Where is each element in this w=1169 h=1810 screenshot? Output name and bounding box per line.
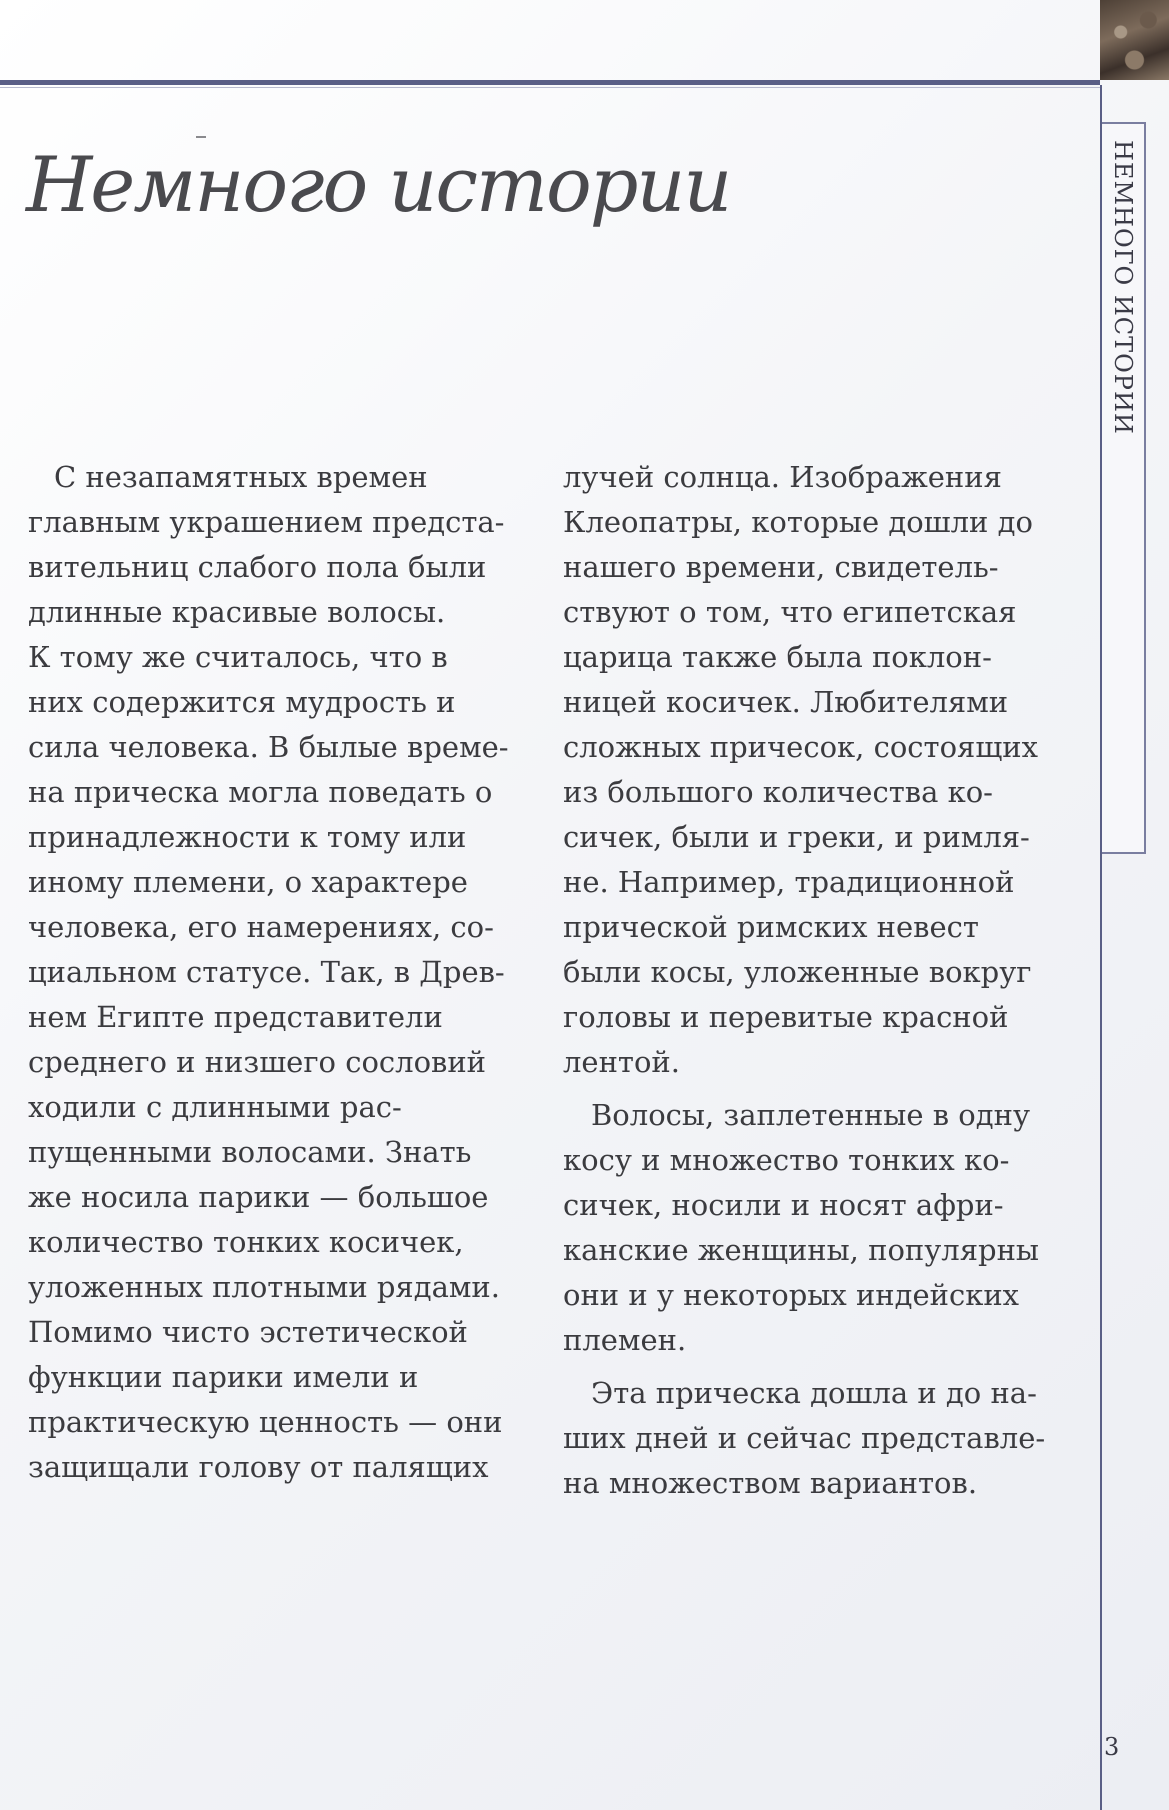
text-line: ходили с длинными рас- (28, 1090, 402, 1124)
text-line: длинные красивые волосы. (28, 595, 446, 629)
text-line: сила человека. В былые време- (28, 730, 509, 764)
text-line: сичек, носили и носят афри- (563, 1188, 1004, 1222)
text-line: ших дней и сейчас представле- (563, 1421, 1046, 1455)
text-line: пущенными волосами. Знать (28, 1135, 472, 1169)
text-line: уложенных плотными рядами. (28, 1270, 500, 1304)
text-line: головы и перевитые красной (563, 1000, 1009, 1034)
text-line: К тому же считалось, что в (28, 640, 448, 674)
title-accent-mark (196, 136, 206, 138)
text-line: количество тонких косичек, (28, 1225, 464, 1259)
text-line: нем Египте представители (28, 1000, 443, 1034)
corner-photo-image (1100, 0, 1169, 80)
text-line: ницей косичек. Любителями (563, 685, 1009, 719)
text-line: среднего и низшего сословий (28, 1045, 487, 1079)
text-line: были косы, уложенные вокруг (563, 955, 1032, 989)
text-line: косу и множество тонких ко- (563, 1143, 1010, 1177)
text-line: циальном статусе. Так, в Древ- (28, 955, 505, 989)
text-line: царица также была поклон- (563, 640, 992, 674)
text-line: нашего времени, свидетель- (563, 550, 999, 584)
top-rule-divider (0, 80, 1100, 85)
text-line: сложных причесок, состоящих (563, 730, 1038, 764)
text-line: Волосы, заплетенные в одну (591, 1098, 1031, 1132)
text-line: С незапамятных времен (54, 460, 428, 494)
text-line: Эта прическа дошла и до на- (591, 1376, 1037, 1410)
text-line: они и у некоторых индейских (563, 1278, 1020, 1312)
text-line: на множеством вариантов. (563, 1466, 978, 1500)
text-column-left (28, 455, 528, 1490)
text-line: функции парики имели и (28, 1360, 419, 1394)
text-line: племен. (563, 1323, 687, 1357)
text-line: же носила парики — большое (28, 1180, 489, 1214)
text-line: главным украшением предста- (28, 505, 505, 539)
text-line: лучей солнца. Изображения (563, 460, 1002, 494)
text-line: вительниц слабого пола были (28, 550, 487, 584)
text-line: Помимо чисто эстетической (28, 1315, 468, 1349)
text-line: защищали голову от палящих (28, 1450, 489, 1484)
text-line: канские женщины, популярны (563, 1233, 1039, 1267)
text-line: Клеопатры, которые дошли до (563, 505, 1033, 539)
text-line: лентой. (563, 1045, 680, 1079)
text-line: сичек, были и греки, и римля- (563, 820, 1030, 854)
page-title: Немного истории (26, 140, 731, 229)
text-column-right (563, 455, 1063, 1506)
text-line: принадлежности к тому или (28, 820, 467, 854)
top-rule-thin-divider (0, 87, 1100, 88)
text-line: на прическа могла поведать о (28, 775, 493, 809)
text-line: прической римских невест (563, 910, 979, 944)
text-line: них содержится мудрость и (28, 685, 456, 719)
text-line: практическую ценность — они (28, 1405, 503, 1439)
text-line: не. Например, традиционной (563, 865, 1015, 899)
text-line: человека, его намерениях, со- (28, 910, 494, 944)
text-line: ствуют о том, что египетская (563, 595, 1017, 629)
text-line: иному племени, о характере (28, 865, 468, 899)
page-number: 3 (1104, 1733, 1120, 1761)
section-tab-label: НЕМНОГО ИСТОРИИ (1109, 140, 1137, 435)
text-line: из большого количества ко- (563, 775, 993, 809)
